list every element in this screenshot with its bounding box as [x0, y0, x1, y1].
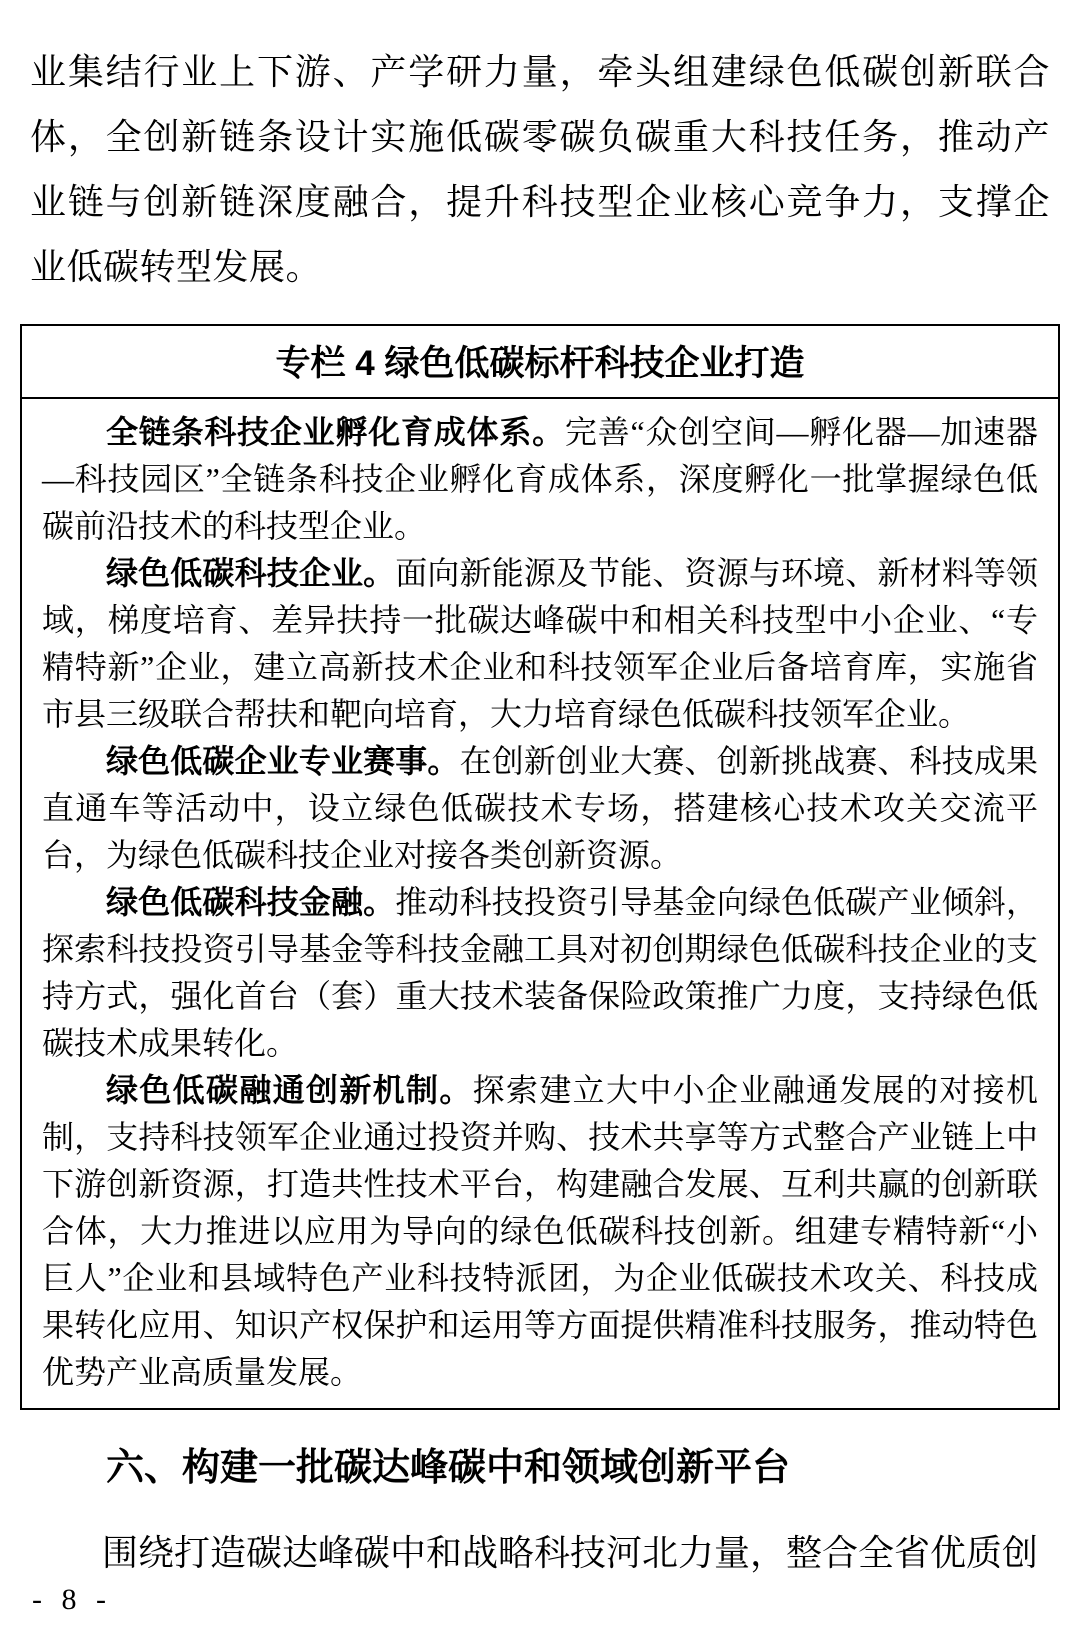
- column-4-box: [20, 324, 1060, 1410]
- box-paragraph-enterprises: [42, 550, 1038, 738]
- box-paragraph-integration: [42, 1067, 1038, 1396]
- column-box-title: 专栏 4 绿色低碳标杆科技企业打造: [22, 326, 1058, 399]
- box-paragraph-lead: 全链条科技企业孵化育成体系。: [106, 414, 565, 450]
- box-paragraph-text: 探索建立大中小企业融通发展的对接机制，支持科技领军企业通过投资并购、技术共享等方式整合产业链上中下游创新资源，打造共性技术平台，构建融合发展、互利共赢的创新联合体，大力推进以应用为导向的绿色低碳科技创新。组建专精特新“小巨人”企业和县域特色产业科技特派团，为企业低碳技术攻关、科技成果转化应用、知识产权保护和运用等方面提供精准科技服务，推动特色优势产业高质量发展。: [42, 1072, 1038, 1390]
- box-paragraph-lead: 绿色低碳企业专业赛事。: [106, 743, 460, 779]
- box-paragraph-text: 在创新创业大赛、创新挑战赛、科技成果直通车等活动中，设立绿色低碳技术专场，搭建核心技术攻关交流平台，为绿色低碳科技企业对接各类创新资源。: [42, 743, 1038, 873]
- section-heading: 六、构建一批碳达峰碳中和领域创新平台: [106, 1447, 791, 1489]
- column-box-body: [22, 399, 1058, 1408]
- box-paragraph-lead: 绿色低碳科技企业。: [106, 555, 396, 591]
- intro-paragraph: 业集结行业上下游、产学研力量，牵头组建绿色低碳创新联合体，全创新链条设计实施低碳零碳负碳重大科技任务，推动产业链与创新链深度融合，提升科技型企业核心竞争力，支撑企业低碳转型发展。: [30, 52, 1050, 287]
- page-number: - 8 -: [32, 1583, 112, 1616]
- box-paragraph-text: 完善“众创空间—孵化器—加速器—科技园区”全链条科技企业孵化育成体系，深度孵化一批掌握绿色低碳前沿技术的科技型企业。: [42, 414, 1038, 544]
- box-paragraph-finance: [42, 879, 1038, 1067]
- box-paragraph-text: 推动科技投资引导基金向绿色低碳产业倾斜，探索科技投资引导基金等科技金融工具对初创期绿色低碳科技企业的支持方式，强化首台（套）重大技术装备保险政策推广力度，支持绿色低碳技术成果转化。: [42, 884, 1038, 1061]
- section-paragraph: 围绕打造碳达峰碳中和战略科技河北力量，整合全省优质创: [102, 1533, 1039, 1573]
- box-paragraph-competitions: [42, 738, 1038, 879]
- box-paragraph-text: 面向新能源及节能、资源与环境、新材料等领域，梯度培育、差异扶持一批碳达峰碳中和相关科技型中小企业、“专精特新”企业，建立高新技术企业和科技领军企业后备培育库，实施省市县三级联合帮扶和靶向培育，大力培育绿色低碳科技领军企业。: [42, 555, 1038, 732]
- box-paragraph-incubation: [42, 409, 1038, 550]
- box-paragraph-lead: 绿色低碳融通创新机制。: [106, 1072, 473, 1108]
- box-paragraph-lead: 绿色低碳科技金融。: [106, 884, 396, 920]
